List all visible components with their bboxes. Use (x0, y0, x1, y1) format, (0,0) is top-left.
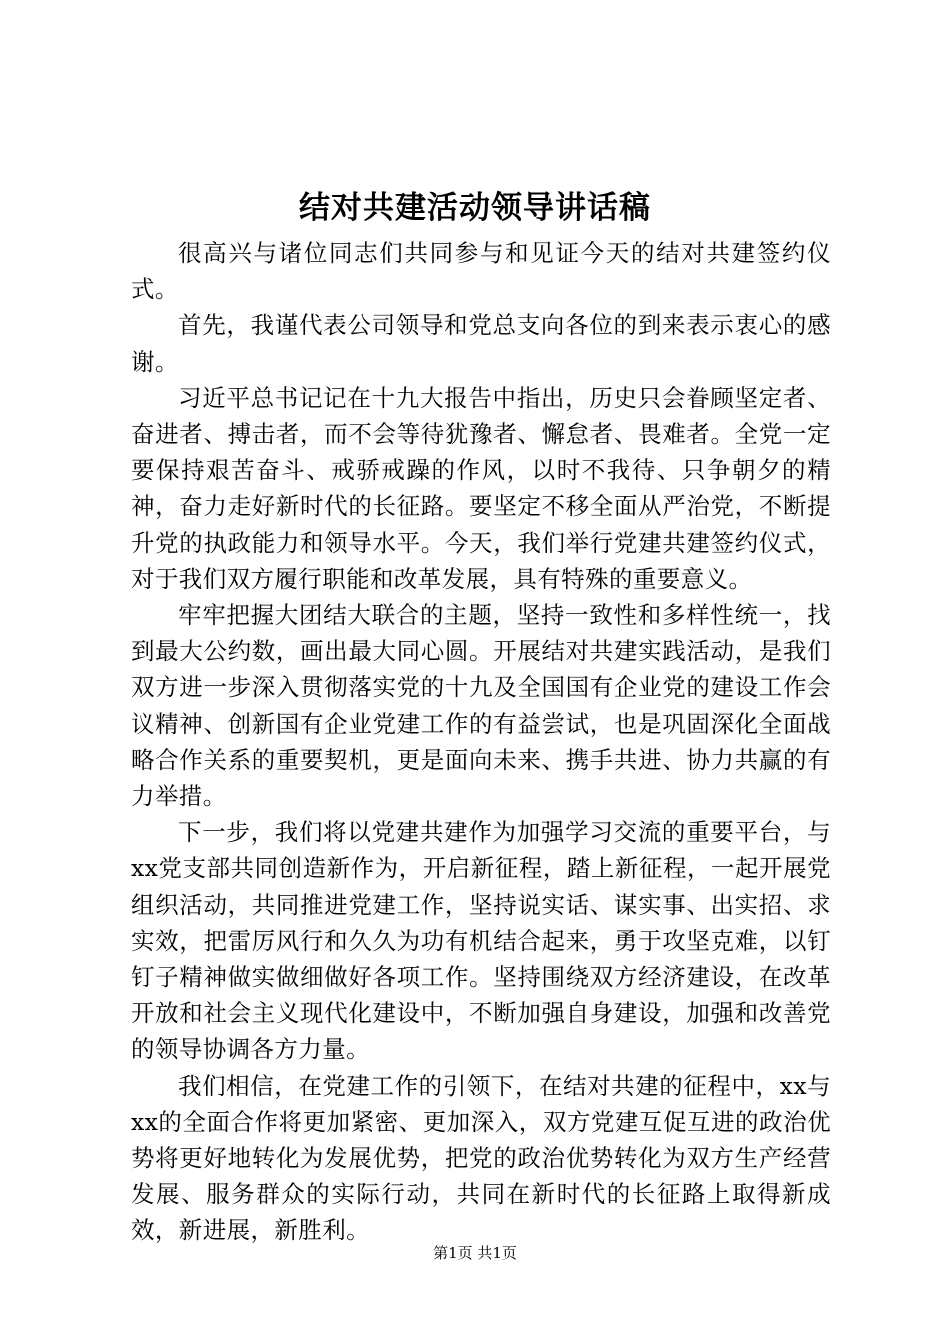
paragraph: 我们相信，在党建工作的引领下，在结对共建的征程中，xx与xx的全面合作将更加紧密、更加深入，双方党建互促互进的政治优势将更好地转化为发展优势，把党的政治优势转化为双方生产经营发展、服务群众的实际行动，共同在新时代的长征路上取得新成效，新进展，新胜利。 (131, 1071, 831, 1245)
paragraph: 下一步，我们将以党建共建作为加强学习交流的重要平台，与xx党支部共同创造新作为，开启新征程，踏上新征程，一起开展党组织活动，共同推进党建工作，坚持说实话、谋实事、出实招、求实效，把雷厉风行和久久为功有机结合起来，勇于攻坚克难，以钉钉子精神做实做细做好各项工作。坚持围绕双方经济建设，在改革开放和社会主义现代化建设中，不断加强自身建设，加强和改善党的领导协调各方力量。 (131, 818, 831, 1064)
paragraph: 首先，我谨代表公司领导和党总支向各位的到来表示衷心的感谢。 (131, 311, 831, 376)
paragraph: 习近平总书记记在十九大报告中指出，历史只会眷顾坚定者、奋进者、搏击者，而不会等待犹豫者、懈怠者、畏难者。全党一定要保持艰苦奋斗、戒骄戒躁的作风，以时不我待、只争朝夕的精神，奋力走好新时代的长征路。要坚定不移全面从严治党，不断提升党的执政能力和领导水平。今天，我们举行党建共建签约仪式，对于我们双方履行职能和改革发展，具有特殊的重要意义。 (131, 383, 831, 593)
document-body (131, 235, 831, 1249)
document-title: 结对共建活动领导讲话稿 (299, 190, 651, 226)
paragraph: 牢牢把握大团结大联合的主题，坚持一致性和多样性统一，找到最大公约数，画出最大同心圆。开展结对共建实践活动，是我们双方进一步深入贯彻落实党的十九及全国国有企业党的建设工作会议精神、创新国有企业党建工作的有益尝试，也是巩固深化全面战略合作关系的重要契机，更是面向未来、携手共进、协力共赢的有力举措。 (131, 601, 831, 811)
page-footer: 第1页 共1页 (433, 1244, 517, 1262)
paragraph: 很高兴与诸位同志们共同参与和见证今天的结对共建签约仪式。 (131, 239, 831, 304)
